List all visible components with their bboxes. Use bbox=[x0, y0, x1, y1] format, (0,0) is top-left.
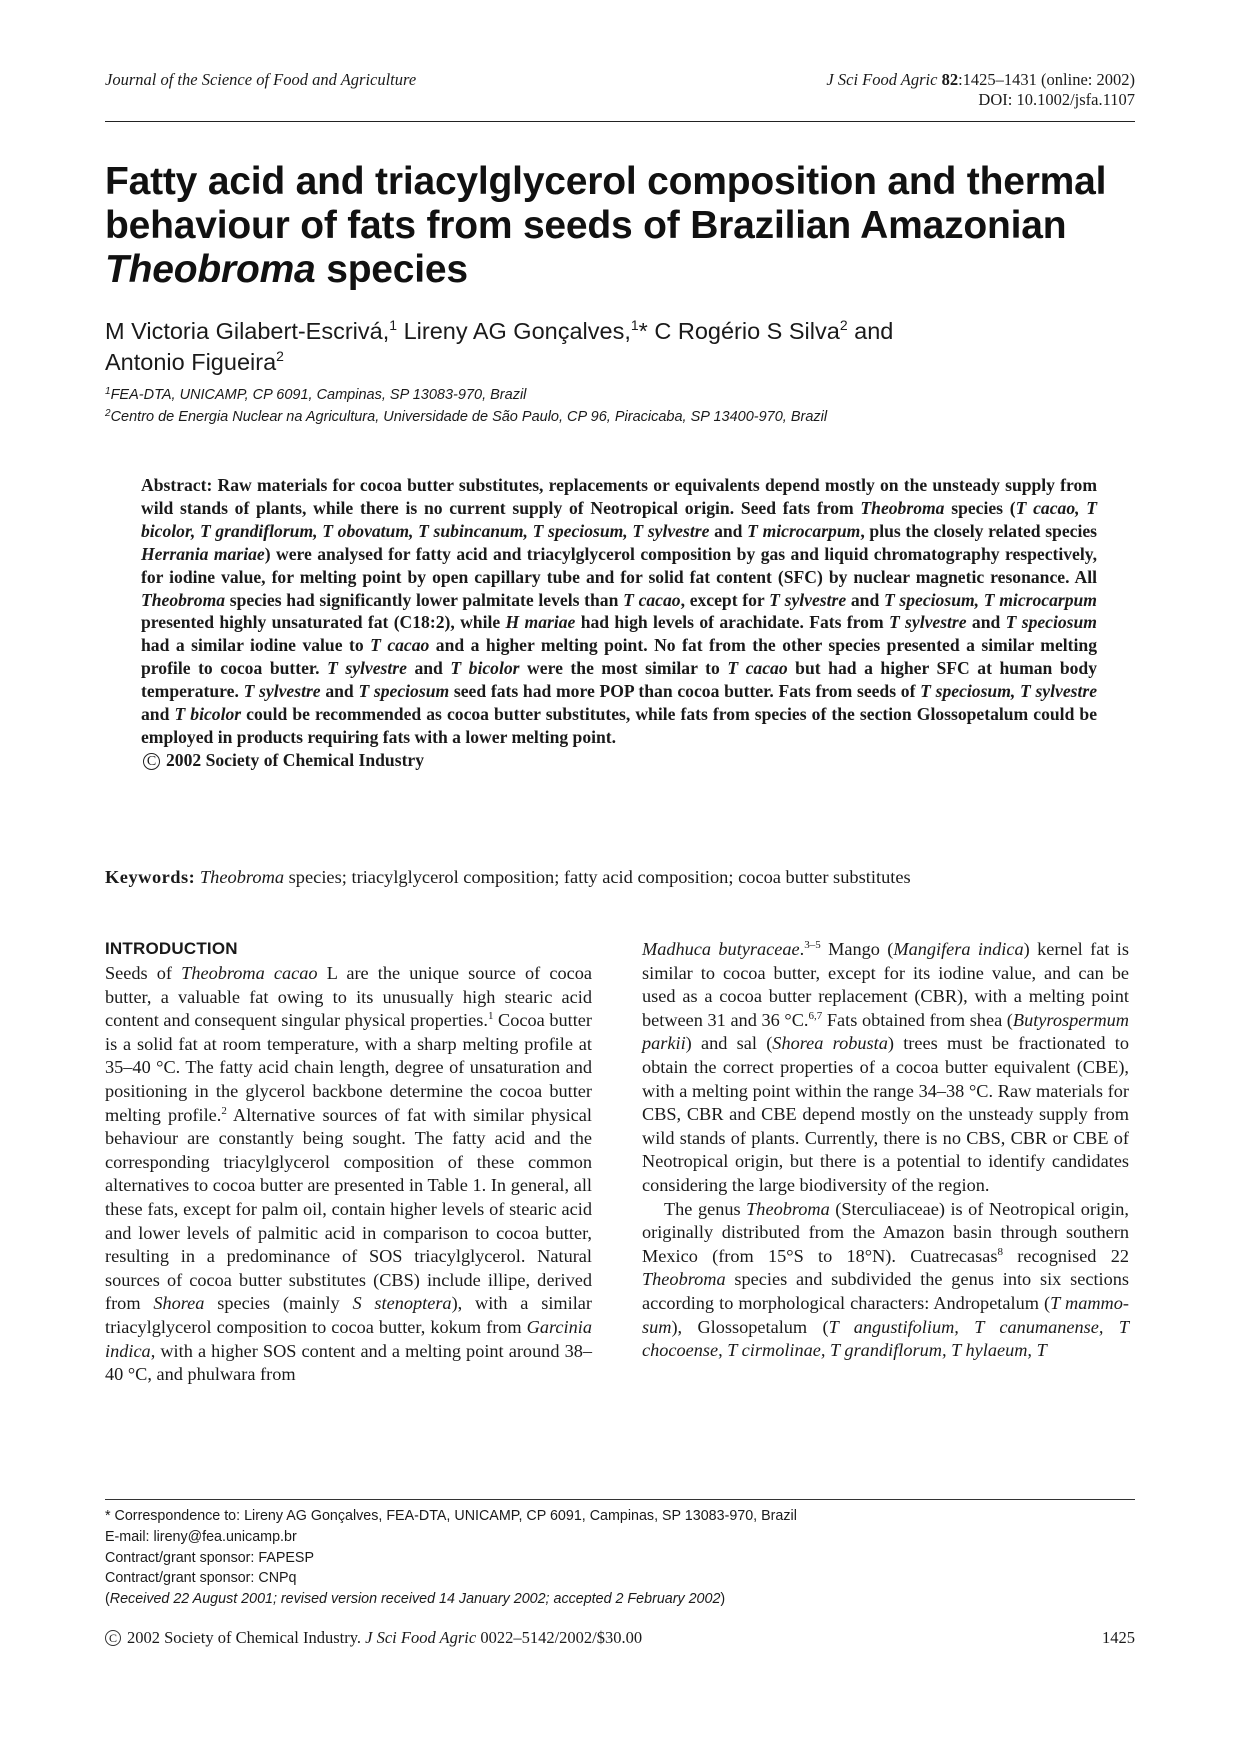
body-text: Seeds of bbox=[105, 963, 182, 983]
author-separator: * bbox=[638, 318, 655, 344]
abstract-text: and bbox=[320, 681, 359, 702]
affiliation-text: Centro de Energia Nuclear na Agricultura, Universidade de São Paulo, CP 96, Piracicaba, SP 13400-970, Brazil bbox=[110, 409, 828, 425]
abstract-text: and bbox=[406, 658, 451, 679]
body-italic: S stenoptera bbox=[352, 1293, 452, 1314]
abstract-italic: T speciosum, T microcarpum bbox=[883, 589, 1097, 610]
received-dates: Received 22 August 2001; revised version received 14 January 2002; accepted 2 February 2002 bbox=[109, 1591, 721, 1608]
abstract-text: and bbox=[709, 520, 748, 541]
abstract-copyright bbox=[141, 749, 1097, 772]
body-text: Cocoa butter is a solid fat at room temperature, with a sharp melting profile at 35–40 °C. The fatty acid chain length, degree of unsaturation and positioning in the glycerol backbone determine the cocoa butter melting profile. bbox=[105, 1010, 592, 1125]
copyright-icon: C bbox=[105, 1630, 121, 1646]
affiliation-item bbox=[105, 384, 1135, 406]
section-heading-introduction: INTRODUCTION bbox=[105, 939, 238, 958]
abstract-text: had a similar iodine value to bbox=[141, 635, 371, 656]
paren: ( bbox=[105, 1591, 110, 1608]
abstract-italic: T speciosum bbox=[1005, 612, 1097, 633]
keywords-italic: Theobroma bbox=[199, 867, 285, 887]
body-text: Mango ( bbox=[820, 939, 894, 959]
intro-paragraph bbox=[105, 962, 592, 1387]
abstract-text: species ( bbox=[944, 497, 1016, 518]
body-italic: Theobroma cacao bbox=[181, 963, 318, 983]
body-text: ), with a similar triacylglycerol composition to cocoa butter, kokum from bbox=[105, 1293, 592, 1337]
abstract-italic: T speciosum bbox=[358, 681, 450, 702]
body-text: Alternative sources of fat with similar physical behaviour are constantly being sought. The fatty acid and the corresponding triacylglycerol composition of these common alternatives to cocoa butter are presented in Table 1. In general, all these fats, except for palm oil, contain higher levels of stearic acid and lower levels of palmitic acid in comparison to cocoa butter, resulting in a predominance of SOS triacylglycerol. Natural sources of cocoa butter substitutes (CBS) include illipe, derived from bbox=[105, 1104, 592, 1314]
abstract-text: presented highly unsaturated fat (C18:2), while bbox=[141, 612, 506, 633]
author-name: Lireny AG Gonçalves, bbox=[403, 318, 631, 344]
abstract bbox=[141, 474, 1097, 772]
abstract-text: could be recommended as cocoa butter substitutes, while fats from species of the section Glossopetalum could be employed in products requiring fats with a lower melting point. bbox=[141, 704, 1098, 747]
abstract-italic: Herrania mariae bbox=[141, 543, 265, 564]
abstract-italic: T cacao bbox=[623, 589, 681, 610]
abstract-italic: T bicolor bbox=[174, 704, 242, 725]
abstract-text: , except for bbox=[680, 589, 770, 610]
correspondence-note: * Correspondence to: Lireny AG Gonçalves, FEA-DTA, UNICAMP, CP 6091, Campinas, SP 13083-970, Brazil bbox=[105, 1508, 797, 1524]
affiliation-mark: 1 bbox=[105, 386, 111, 397]
body-italic: Theobroma bbox=[642, 1269, 726, 1290]
body-text: The genus bbox=[664, 1198, 747, 1219]
body-text: ) and sal ( bbox=[685, 1033, 773, 1054]
abstract-italic: T microcarpum bbox=[747, 520, 861, 541]
body-italic: Shorea bbox=[153, 1293, 205, 1314]
abstract-text: and bbox=[966, 612, 1006, 633]
body-italic: T mammosum bbox=[642, 1292, 1129, 1337]
abstract-italic: T sylvestre bbox=[888, 612, 967, 633]
keywords bbox=[105, 866, 1135, 888]
body-column-right bbox=[642, 938, 1129, 1363]
body-text: ) trees must be fractionated to obtain the correct properties of a cocoa butter equivalent (CBE), with a melting point within the range 34–38 °C. Raw materials for CBS, CBR and CBE depend mostly on the unsteady supply from wild stands of plants. Currently, there is no CBS, CBR or CBE of Neotropical origin, but there is a potential to identify candidates considering the large biodiversity of the region. bbox=[642, 1033, 1130, 1195]
citation-ref[interactable]: 2 bbox=[221, 1104, 227, 1117]
citation-ref[interactable]: 1 bbox=[487, 1010, 494, 1023]
body-italic: Theobroma bbox=[746, 1198, 830, 1219]
received-dates-note bbox=[105, 1589, 1135, 1610]
author-name: C Rogério S Silva bbox=[654, 318, 840, 344]
affiliations bbox=[105, 384, 1135, 428]
citation-pages: :1425–1431 (online: 2002) bbox=[958, 70, 1135, 89]
abstract-text: Abstract: Raw materials for cocoa butter substitutes, replacements or equivalents depend mostly on the unsteady supply from wild stands of plants, while there is no current supply of Neotropical origin. Seed fats from bbox=[141, 475, 1097, 518]
copyright-icon: C bbox=[143, 753, 160, 770]
abstract-italic: Theobroma bbox=[141, 589, 226, 610]
body-text: ) kernel fat is similar to cocoa butter, except for its iodine value, and can be used as a cocoa butter replacement (CBR), with a melting point between 31 and 36 °C. bbox=[642, 939, 1129, 1030]
grant-sponsor-note: Contract/grant sponsor: CNPq bbox=[105, 1570, 297, 1587]
abstract-italic: T cacao bbox=[370, 635, 430, 656]
body-text: species (mainly bbox=[204, 1293, 353, 1314]
abstract-text: had high levels of arachidate. Fats from bbox=[575, 612, 889, 633]
body-text: . bbox=[799, 939, 805, 959]
abstract-text: and a higher melting point. No fat from the other species presented a similar melting profile to cocoa butter. bbox=[141, 635, 1097, 679]
footer-copyright bbox=[105, 1628, 642, 1648]
header-rule bbox=[105, 121, 1135, 122]
intro-paragraph bbox=[642, 1198, 1129, 1363]
author-list bbox=[105, 316, 1135, 378]
citation-journal: J Sci Food Agric bbox=[826, 70, 938, 89]
abstract-italic: T sylvestre bbox=[243, 681, 321, 702]
body-column-left bbox=[105, 938, 592, 1387]
citation-ref[interactable]: 8 bbox=[997, 1245, 1003, 1258]
footer-issn: 0022–5142/2002/$30.00 bbox=[476, 1628, 643, 1647]
footer-copyright-text: 2002 Society of Chemical Industry. bbox=[127, 1628, 366, 1647]
footnotes bbox=[105, 1506, 1135, 1610]
email-note[interactable]: E-mail: lireny@fea.unicamp.br bbox=[105, 1528, 297, 1545]
body-text: recognised 22 bbox=[1003, 1245, 1129, 1266]
abstract-text: and bbox=[846, 589, 884, 610]
abstract-italic: Theobroma bbox=[860, 497, 945, 518]
author-name: Antonio Figueira bbox=[105, 349, 277, 375]
title-text-2: species bbox=[315, 248, 468, 291]
citation-ref[interactable]: 3–5 bbox=[804, 939, 821, 951]
author-name: M Victoria Gilabert-Escrivá, bbox=[105, 318, 390, 344]
citation-volume: 82 bbox=[941, 70, 959, 89]
abstract-text: and bbox=[141, 704, 175, 725]
body-text: ), Glossopetalum ( bbox=[671, 1316, 829, 1337]
title-italic: Theobroma bbox=[105, 248, 316, 291]
abstract-italic: T cacao bbox=[727, 658, 788, 679]
affiliation-text: FEA-DTA, UNICAMP, CP 6091, Campinas, SP 13083-970, Brazil bbox=[110, 387, 527, 403]
affiliation-item bbox=[105, 406, 1135, 428]
citation-line bbox=[826, 70, 1135, 90]
paren: ) bbox=[720, 1591, 726, 1608]
abstract-italic: T speciosum, T sylvestre bbox=[920, 681, 1098, 702]
journal-name: Journal of the Science of Food and Agriculture bbox=[105, 70, 417, 89]
title-text-1: Fatty acid and triacylglycerol composition and thermal behaviour of fats from seeds of Brazilian Amazonian bbox=[105, 160, 1107, 247]
article-page bbox=[105, 0, 1135, 1755]
doi[interactable]: DOI: 10.1002/jsfa.1107 bbox=[978, 90, 1135, 109]
keywords-text: species; triacylglycerol composition; fatty acid composition; cocoa butter substitutes bbox=[284, 867, 911, 887]
copyright-text: 2002 Society of Chemical Industry bbox=[166, 749, 425, 770]
citation-ref[interactable]: 6,7 bbox=[808, 1009, 823, 1022]
body-italic: T angustifolium, T canumanense, T chocoense, T cirmolinae, T grandiflorum, T hylaeum, T bbox=[642, 1316, 1129, 1361]
page-number: 1425 bbox=[1102, 1628, 1135, 1647]
author-separator: and bbox=[847, 318, 894, 344]
abstract-italic: H mariae bbox=[505, 612, 576, 633]
body-italic: Shorea robusta bbox=[772, 1033, 888, 1054]
body-text: L are the unique source of cocoa butter, a valuable fat owing to its unusually high stearic acid content and consequent singular physical properties. bbox=[105, 963, 592, 1031]
author-affil-mark: 1 bbox=[389, 317, 398, 333]
abstract-text: but had a higher SFC at human body temperature. bbox=[141, 658, 1098, 702]
abstract-text: were the most similar to bbox=[519, 658, 728, 679]
abstract-italic: T cacao, T bicolor, T grandiflorum, T obovatum, T subincanum, T speciosum, T sylvestre bbox=[141, 497, 1098, 541]
grant-sponsor-note: Contract/grant sponsor: FAPESP bbox=[105, 1549, 314, 1566]
footnote-rule bbox=[105, 1499, 1135, 1500]
author-affil-mark: 1 bbox=[630, 317, 639, 333]
body-text: (Sterculiaceae) is of Neotropical origin, originally distributed from the Amazon basin through southern Mexico (from 15°S to 18°N). Cuatrecasas bbox=[642, 1198, 1129, 1266]
body-italic: Garcinia indica bbox=[105, 1316, 592, 1361]
affiliation-mark: 2 bbox=[105, 408, 111, 419]
body-text: , with a higher SOS content and a melting point around 38–40 °C, and phulwara from bbox=[105, 1340, 592, 1385]
body-italic: Madhuca butyraceae bbox=[642, 939, 800, 959]
abstract-text: , plus the closely related species bbox=[860, 520, 1097, 541]
abstract-text: species had significantly lower palmitate levels than bbox=[225, 589, 624, 610]
body-italic: Butyrospermum parkii bbox=[642, 1009, 1130, 1054]
author-affil-mark: 2 bbox=[276, 348, 284, 364]
abstract-text: seed fats had more POP than cocoa butter. Fats from seeds of bbox=[449, 681, 921, 702]
abstract-italic: T bicolor bbox=[450, 658, 520, 679]
keywords-label: Keywords: bbox=[105, 867, 196, 887]
article-title bbox=[105, 160, 1145, 292]
abstract-body bbox=[141, 474, 1097, 749]
abstract-italic: T sylvestre bbox=[327, 658, 407, 679]
abstract-text: ) were analysed for fatty acid and triacylglycerol composition by gas and liquid chromatography respectively, for iodine value, for melting point by open capillary tube and for solid fat content (SFC) by nuclear magnetic resonance. All bbox=[141, 543, 1097, 587]
body-italic: Mangifera indica bbox=[893, 939, 1024, 959]
citation-block bbox=[826, 70, 1135, 110]
body-text: species and subdivided the genus into six sections according to morphological characters: Andropetalum ( bbox=[642, 1269, 1129, 1313]
footer-journal: J Sci Food Agric bbox=[365, 1628, 477, 1647]
body-text: Fats obtained from shea ( bbox=[822, 1009, 1013, 1030]
author-affil-mark: 2 bbox=[839, 317, 848, 333]
intro-paragraph-continued bbox=[642, 938, 1129, 1198]
abstract-italic: T sylvestre bbox=[769, 589, 847, 610]
